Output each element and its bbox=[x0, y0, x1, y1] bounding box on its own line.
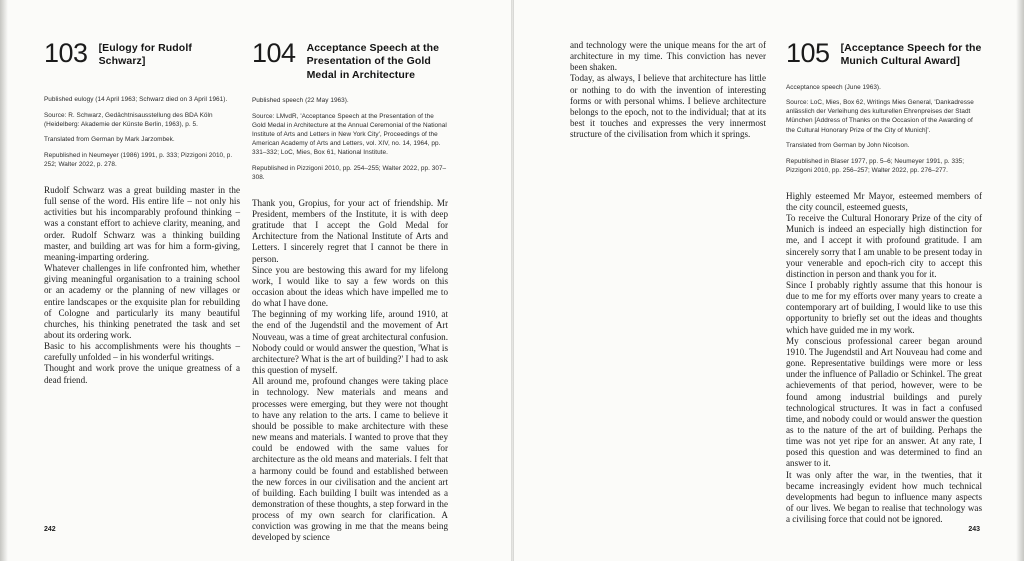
column-entry-103 bbox=[44, 40, 240, 386]
entry-heading-105 bbox=[786, 40, 982, 69]
text-paragraph: Acceptance speech (June 1963). bbox=[786, 83, 881, 91]
folio-left: 242 bbox=[44, 526, 56, 533]
entry-title: Acceptance Speech at the Presentation of the Gold Medal in Architecture bbox=[306, 42, 440, 81]
text-paragraph: Source: LMvdR, 'Acceptance Speech at the Presentation of the Gold Medal in Architecture at the Annual Ceremonial of the National Institute of Arts and Letters in New York City', Proceedings of the American Academy of Arts and Letters, vol. XIV, no. 14, 1964, pp. 331–332; LoC, Mies, Box 61, National Institute. bbox=[252, 112, 447, 157]
text-paragraph: Today, as always, I believe that architecture has little or nothing to do with the invention of interesting forms or with personal whims. I believe architecture belongs to the epoch, not to the individual; that at its best it touches and expresses the very innermost structure of the civilisation from which it springs. bbox=[570, 73, 766, 140]
column-entry-105 bbox=[786, 40, 982, 525]
text-paragraph: Translated from German by John Nicolson. bbox=[786, 142, 910, 150]
entry-metadata bbox=[44, 95, 240, 169]
text-paragraph: Republished in Blaser 1977, pp. 5–6; Neumeyer 1991, p. 335; Pizzigoni 2010, pp. 256–257; Walter 2022, pp. 276–277. bbox=[786, 157, 965, 174]
text-paragraph: Whatever challenges in life confronted him, whether giving meaningful organisation to a training school or an academy or the planning of new villages or entire landscapes or the exquisite plan for rebuilding of Cologne and particularly its many beautiful churches, his thinking penetrated the task and set about its ordering work. bbox=[44, 263, 240, 340]
entry-number: 103 bbox=[44, 38, 88, 68]
column-continuation bbox=[570, 40, 766, 140]
entry-number: 105 bbox=[786, 38, 830, 68]
text-paragraph: Published speech (22 May 1963). bbox=[252, 97, 349, 105]
column-entry-104 bbox=[252, 40, 448, 544]
folio-right: 243 bbox=[968, 526, 980, 533]
text-paragraph: Source: LoC, Mies, Box 62, Writings Mies General, 'Dankadresse anlässlich der Verleihung des kulturellen Ehrenpreises der Stadt München [Address of Thanks on the Occasion of the Awarding of the Cultural Honorary Prize of the City of Munich]'. bbox=[786, 99, 974, 134]
text-paragraph: Rudolf Schwarz was a great building master in the full sense of the word. His entire life – not only his activities but his incomparably profound thinking – was a constant effort to achieve clarity, meaning, and order. Rudolf Schwarz was a thinking building master, and building art was for him a form-giving, meaning-imparting ordering. bbox=[44, 184, 240, 262]
text-paragraph: Highly esteemed Mr Mayor, esteemed members of the city council, esteemed guests, bbox=[786, 190, 982, 212]
text-paragraph: Source: R. Schwarz, Gedächtnisausstellung des BDA Köln (Heidelberg: Akademie der Künste Berlin, 1963), p. 5. bbox=[44, 111, 213, 128]
text-paragraph: Published eulogy (14 April 1963; Schwarz died on 3 April 1961). bbox=[44, 96, 228, 104]
text-paragraph: Translated from German by Mark Jarzombek. bbox=[44, 136, 175, 144]
entry-title: [Eulogy for Rudolf Schwarz] bbox=[98, 42, 192, 68]
text-paragraph: Thank you, Gropius, for your act of friendship. Mr President, members of the Institute, it is with deep gratitude that I accept the Gold Medal for Architecture from the National Institute of Arts and Letters. I sincerely regret that I cannot be there in person. bbox=[252, 197, 448, 264]
entry-heading-104 bbox=[252, 40, 448, 82]
book-gutter bbox=[511, 0, 514, 561]
text-paragraph: Republished in Pizzigoni 2010, pp. 254–255; Walter 2022, pp. 307–308. bbox=[252, 164, 447, 181]
text-paragraph: All around me, profound changes were taking place in technology. New materials and means and processes were emerging, but they were not thought to have any relation to the arts. I came to believe it should be possible to make architecture with these new means and materials. I wanted to prove that they could be endowed with the same values for architecture as the old means and materials. I felt that a harmony could be found and established between the new forces in our civilisation and the ancient art of building. Each building I built was intended as a demonstration of these thoughts, a step forward in the process of my own search for clarification. A conviction was growing in me that the means being developed by science bbox=[252, 376, 448, 543]
text-paragraph: To receive the Cultural Honorary Prize of the city of Munich is indeed an especially high distinction for me, and I accept it with profound gratitude. I am sincerely sorry that I am unable to be present today in your venerable and epoch-rich city to accept this distinction in person and thank you for it. bbox=[786, 213, 982, 279]
text-paragraph: Republished in Neumeyer (1986) 1991, p. 333; Pizzigoni 2010, p. 252; Walter 2022, p. 278. bbox=[44, 151, 233, 168]
entry-metadata bbox=[786, 83, 982, 175]
entry-title: [Acceptance Speech for the Munich Cultural Award] bbox=[840, 42, 982, 68]
entry-metadata bbox=[252, 96, 448, 182]
entry-heading-103 bbox=[44, 40, 240, 69]
text-paragraph: It was only after the war, in the twenties, that it became increasingly evident how much technical developments had begun to influence many aspects of our lives. We began to realise that technology was a civilising force that could not be ignored. bbox=[786, 469, 982, 525]
text-paragraph: Since you are bestowing this award for my lifelong work, I would like to say a few words on this occasion about the ideas which have impelled me to do what I have done. bbox=[252, 264, 448, 309]
page-edge-shadow-left bbox=[0, 0, 8, 561]
text-paragraph: The beginning of my working life, around 1910, at the end of the Jugendstil and the movement of Art Nouveau, was a time of great architectural confusion. Nobody could or would answer the question, 'What is architecture? What is the art of building?' I had to ask this question of myself. bbox=[252, 309, 448, 376]
heading-spacer bbox=[44, 83, 240, 89]
text-paragraph: Thought and work prove the unique greatness of a dead friend. bbox=[44, 363, 240, 385]
entry-body bbox=[252, 198, 448, 544]
entry-number: 104 bbox=[252, 38, 296, 68]
page-edge-shadow-right bbox=[1016, 0, 1024, 561]
text-paragraph: and technology were the unique means for the art of architecture in my time. This conviction has never been shaken. bbox=[570, 40, 766, 73]
text-paragraph: Since I probably rightly assume that this honour is due to me for my efforts over many years to create a contemporary art of building, I would like to use this opportunity to briefly set out the ideas and thoughts which have guided me in my work. bbox=[786, 279, 982, 335]
text-paragraph: Basic to his accomplishments were his thoughts – carefully unfolded – in his wonderful writings. bbox=[44, 341, 240, 363]
continuation-body bbox=[570, 40, 766, 140]
text-paragraph: My conscious professional career began around 1910. The Jugendstil and Art Nouveau had come and gone. Representative buildings were more or less under the influence of Palladio or Schinkel. The great achievements of that period, however, were to be found among industrial buildings and purely technological structures. It was in fact a confused time, and nobody could or would answer the question as to the nature of the art of building. Perhaps the time was not yet ripe for an answer. At any rate, I posed this question and was determined to find an answer to it. bbox=[786, 335, 982, 469]
entry-body bbox=[44, 185, 240, 386]
entry-body bbox=[786, 191, 982, 526]
